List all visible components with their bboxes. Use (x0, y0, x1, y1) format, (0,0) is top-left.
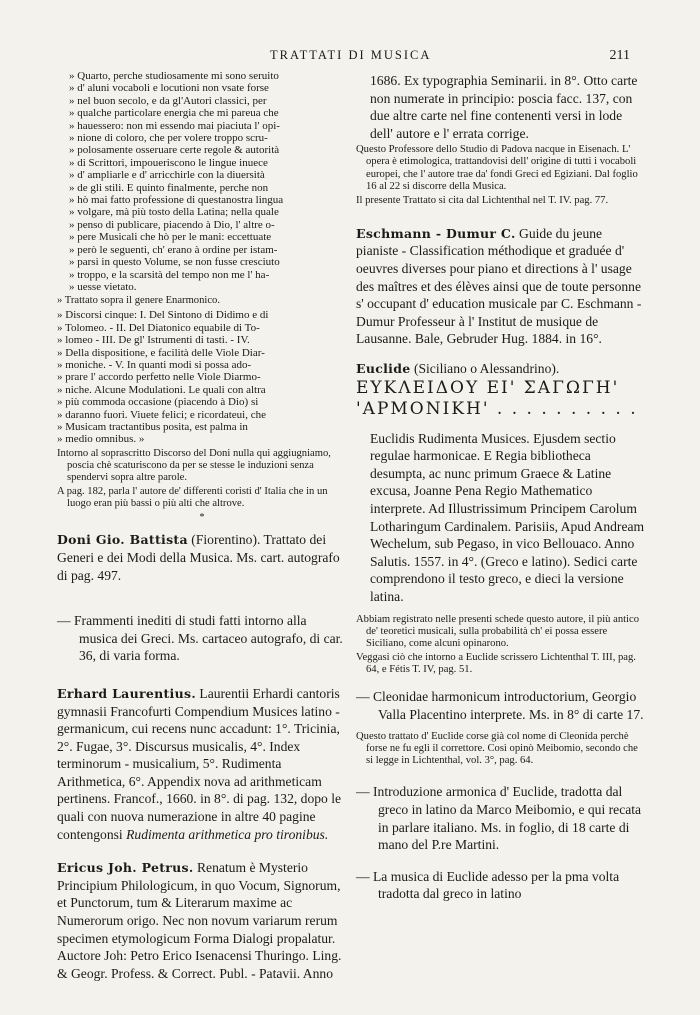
entry-introduzione: — Introduzione armonica d' Euclide, tradotta dal greco in latino da Marco Meibomio, e qui recata in parlare italiano. Ms. in foglio, di 18 carte di mano del P.re Martini. (356, 784, 642, 853)
left-column (57, 70, 347, 982)
erhard-head: Erhard Laurentius. (57, 685, 196, 701)
intorno-note: Intorno al soprascritto Discorso del Doni nulla qui aggiugniamo, poscia chè scaturiscono da per se stesse le induzioni senza spendervi sopra altre parole. (57, 447, 331, 484)
euclide-text: (Siciliano o Alessandrino). (413, 361, 560, 376)
entry-ericus (57, 859, 347, 982)
quote-line: » però le seguenti, ch' erano à ordine per istam- (69, 243, 278, 256)
eschmann-head: Eschmann - Dumur C. (356, 225, 516, 241)
quote-line: » pere Musicali che hò per le mani: eccettuate (69, 231, 272, 244)
quote-line: » di Scrittori, impoueriscono le lingue inuece (69, 156, 268, 169)
questo-note: Questo Professore dello Studio di Padova nacque in Eisenach. L' opera è etimologica, trattandovisi dell' origine di tutti i vocaboli europei, che l' autore trae da' fondi Greci ed Egiziani. Dal foglio 16 al 22 si discorre della Musica. (356, 144, 638, 192)
quote-line: » de gli stili. E quinto finalmente, perche non (69, 181, 269, 194)
entry-frammenti: — Frammenti inediti di studi fatti intorno alla musica dei Greci. Ms. cartaceo autografo, di car. 36, di varia forma. (57, 613, 343, 664)
quote-line: » volgare, mà più tosto della Latina; nella quale (69, 206, 279, 219)
quote-line: » qualche particolare energia che mi pareua che (69, 107, 279, 120)
entry-euclide (356, 360, 646, 378)
quote-line: » hò mai fatto professione di questanostra lingua (69, 194, 284, 207)
quote-line: » parsi in questo Volume, se non fusse cresciuto (69, 256, 280, 269)
star-ornament: * (199, 512, 205, 524)
running-title: TRATTATI DI MUSICA (270, 48, 432, 62)
ericus-text: Renatum è Mysterio Principium Philologicum, in quo Vocum, Signorum, et Punctorum, tum & Literarum maxime ac Numerorum origo. Nec non novum variarum rerum specimen etymologicum Forma Dialogi propalatur. Auctore Joh: Petro Erico Isenacensi Thuringo. Ling. & Geogr. Profess. & Correct. Publ. - Patavii. Anno (57, 860, 342, 981)
greek-title-line2: 'ΑΡΜΟΝΙΚΗ' . . . . . . . . . . (356, 398, 638, 419)
trattato-line: » Trattato sopra il genere Enarmonico. (57, 295, 220, 307)
discorsi-line: » medio omnibus. » (57, 433, 145, 446)
discorsi-line: » Discorsi cinque: I. Del Sintono di Didimo e di (57, 309, 269, 322)
entry-erhard (57, 685, 347, 843)
erhard-text: Laurentii Erhardi cantoris gymnasii Francofurti Compendium Musices latino - germanicum, cui recens nunc accadunt: 1°. Tricinia, 2°. Fugae, 3°. Discursus musicalis, 4°. Index terminorum - musicalium, 5°. Rudimenta Arithmetica, 6°. Appendix nova ad arithmeticam pertinens. Francof., 1660. in 8°. di pag. 132, dopo le quali con nuova numerazione in altre 40 pagine contengonsi (57, 685, 342, 842)
euclidis-text: Euclidis Rudimenta Musices. Ejusdem sectio regulae harmonicae. E Regia bibliotheca desumpta, ac nunc primum Graece & Latine excusa, Joanne Pena Regio Mathematico interprete. Ad Illustrissimum Principem Carolum Lotharingum Cardinalem. Parisiis, Apud Andream Wechelum, sub Pegaso, in vico Bellouaco. Anno Salutis. 1557. in 4°. (Greco e latino). Sedici carte comprendono il testo greco, e dieci la versione latina. (370, 430, 645, 604)
pag-note: A pag. 182, parla l' autore de' differenti coristi d' Italia che in un luogo eran più bassi o più alti che altrove. (57, 486, 328, 510)
discorsi-line: » Tolomeo. - II. Del Diatonico equabile di To- (57, 321, 260, 334)
entry-la-musica: — La musica di Euclide adesso per la pma volta tradotta dal greco in latino (356, 868, 620, 902)
entry-eschmann (356, 225, 646, 348)
entry-cleonidae: — Cleonidae harmonicum introductorium, Georgio Valla Placentino interprete. Ms. in 8° di carte 17. (356, 689, 644, 722)
entry-doni (57, 531, 347, 584)
abbiam-note: Abbiam registrato nelle presenti schede questo autore, il più antico de' teoretici musicali, sulla probabilità ch' ei possa essere Siciliano, come alcuni opinarono. (356, 613, 640, 649)
discorsi-line: » prare l' accordo perfetto nelle Viole Diarmo- (57, 371, 261, 384)
quote-line: » d' aluni vocaboli e locutioni non vsate forse (69, 82, 269, 95)
ericus-head: Ericus Joh. Petrus. (57, 860, 194, 876)
page-number: 211 (609, 48, 630, 63)
quote-line: » polosamente osseruare certe regole & autorità (69, 144, 280, 157)
discorsi-line: » più commoda occasione (piacendo à Dio) si (57, 396, 259, 409)
euclide-head: Euclide (356, 361, 411, 376)
discorsi-line: » lomeo - III. De gl' Istrumenti di tasti. - IV. (57, 334, 250, 347)
quote-line: » troppo, e la scarsità del tempo non me l' ha- (69, 268, 270, 281)
discorsi-line: » daranno fuori. Viuete felici; e ricordateui, che (57, 408, 266, 421)
quote-line: » Quarto, perche studiosamente mi sono seruito (69, 70, 279, 82)
quote-line: » nel buon secolo, e da gl'Autori classici, per (69, 94, 267, 107)
quote-line: » uesse vietato. (69, 280, 137, 293)
veggasi-note: Veggasi ciò che intorno a Euclide scrissero Lichtenthal T. III, pag. 64, e Fétis T. IV, pag. 51. (356, 651, 636, 675)
discorsi-line: » Della dispositione, e facilità delle Viole Diar- (57, 346, 265, 359)
discorsi-block (57, 309, 347, 445)
ericus-continuation: 1686. Ex typographia Seminarii. in 8°. Otto carte non numerate in principio: poscia facc. 137, con due altre carte nel fine contenenti versi in lode dell' autore e l' errata corrige. (370, 73, 638, 141)
quote-line: » d' ampliarle e d' arricchirle con la diuersità (69, 169, 265, 182)
greek-title-line1: ΕΥΚΛΕΙΔΟΥ ΕΙ' ΣΑΓΩΓΗ' (356, 377, 620, 398)
erhard-italic: Rudimenta arithmetica pro tironibus. (126, 826, 329, 842)
questo-trattato-note: Questo trattato d' Euclide corse già col nome di Cleonida perchè forse ne fu egli il correttore. Così opinò Meibomio, secondo che si legge in Lichtenthal, vol. 3°, pag. 64. (356, 731, 638, 767)
discorsi-line: » moniche. - V. In quanti modi si possa ado- (57, 359, 252, 372)
right-column (356, 70, 646, 903)
doni-head: Doni Gio. Battista (57, 532, 188, 548)
presente-note: Il presente Trattato si cita dal Lichtenthal nel T. IV. pag. 77. (356, 194, 609, 206)
quote-line: » penso di publicare, piacendo à Dio, l' altre o- (69, 218, 275, 231)
eschmann-text: Guide du jeune pianiste - Classification méthodique et graduée d' oeuvres diverses pour piano et directions à l' usage des maîtres et des élèves ainsi que de toute personne s' occupant d' education musicale par C. Eschmann - Dumur Professeur à l' Institut de musique de Lausanne. Bale, Gebruder Hug. 1884. in 16°. (356, 225, 642, 347)
discorsi-line: » Musicam tractantibus posita, est palma in (57, 421, 248, 434)
discorsi-line: » niche. Alcune Modulationi. Le quali con altra (57, 383, 266, 396)
quote-line: » hauessero: non mi essendo mai piaciuta l' opi- (69, 119, 280, 132)
doni-text: (Fiorentino). Trattato dei Generi e dei Modi della Musica. Ms. cart. autografo di pag. 497. (57, 532, 340, 583)
quote-line: » nione di coloro, che per volere troppo scru- (69, 132, 268, 145)
doni-quote-block (69, 70, 347, 293)
